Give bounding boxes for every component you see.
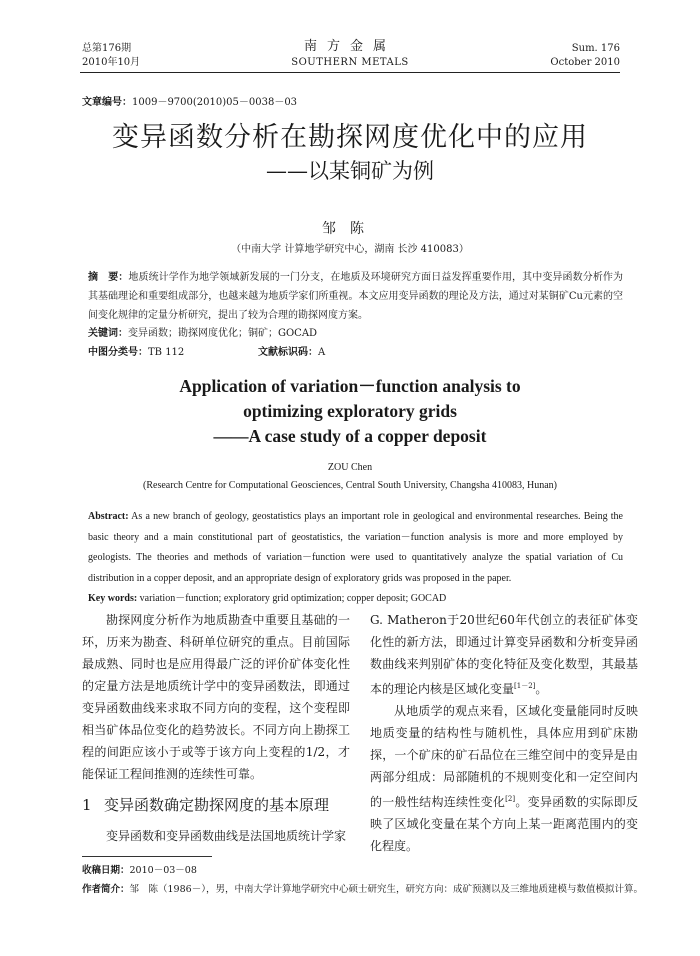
keywords-cn-text: 变异函数；勘探网度优化；铜矿；GOCAD bbox=[128, 328, 318, 339]
journal-name-en: SOUTHERN METALS bbox=[291, 57, 409, 68]
title-en-line3: ——A case study of a copper deposit bbox=[213, 426, 487, 446]
issue-date: 2010年10月 bbox=[82, 57, 141, 68]
author-cn: 邹陈 bbox=[322, 221, 378, 237]
subtitle-cn: ——以某铜矿为例 bbox=[266, 159, 434, 183]
continued-paragraph-text: G. Matheron于20世纪60年代创立的表征矿体变化性的新方法，即通过计算变异函数和分析变异函数曲线来判别矿体的变化特征及变化数型，其最基本的理论内核是区域化变量 bbox=[370, 613, 638, 696]
keywords-cn-label: 关键词： bbox=[88, 328, 128, 339]
journal-name-cn: 南方金属 bbox=[303, 39, 396, 54]
keywords-en bbox=[88, 589, 446, 604]
classification-value: TB 112 bbox=[148, 347, 185, 358]
section-title: 变异函数确定勘探网度的基本原理 bbox=[104, 796, 330, 814]
abstract-en bbox=[88, 507, 623, 589]
body-paragraph bbox=[370, 700, 638, 857]
abstract-en-text: As a new branch of geology, geostatistics plays an important role in geological and environmental researches. Being the basic theory and a main constitutional part of geostatistics, the variation－function analysis is more and more employed by geologists. The theories and methods of variation－function were used to quantitatively analyze the spatial variation of Cu distribution in a copper deposit, and an appropriate design of exploratory grids was proposed in the paper. bbox=[88, 511, 623, 584]
document-code-value: A bbox=[318, 347, 326, 358]
citation-ref: [2] bbox=[505, 795, 516, 803]
title-en-line1: Application of variation－function analysis to bbox=[179, 376, 521, 396]
continued-paragraph-end: 。 bbox=[535, 682, 548, 696]
section-heading bbox=[82, 791, 350, 819]
abstract-cn bbox=[88, 268, 623, 325]
continued-paragraph bbox=[370, 609, 638, 700]
document-code bbox=[258, 343, 325, 358]
keywords-en-label: Key words: bbox=[88, 593, 138, 604]
body-paragraph-end: 。变异函数的实际即反映了区域化变量在某个方向上某一距离范围内的变化程度。 bbox=[370, 795, 638, 853]
affiliation-en: (Research Centre for Computational Geosciences, Central South University, Changsha 410083, Hunan) bbox=[143, 480, 557, 491]
abstract-en-label: Abstract: bbox=[88, 511, 129, 522]
affiliation-cn: （中南大学 计算地学研究中心，湖南 长沙 410083） bbox=[231, 244, 469, 255]
footnote-author bbox=[82, 881, 652, 898]
received-value: 2010－03－08 bbox=[129, 865, 197, 876]
body-column-right bbox=[370, 609, 638, 857]
issue-date-en: October 2010 bbox=[550, 57, 620, 68]
author-bio-label: 作者简介： bbox=[82, 884, 130, 895]
keywords-cn bbox=[88, 324, 317, 339]
classification-label: 中图分类号： bbox=[88, 347, 148, 358]
section-number: 1 bbox=[82, 796, 92, 814]
footnote-received bbox=[82, 862, 652, 879]
citation-ref: [1－2] bbox=[514, 682, 536, 690]
abstract-cn-label: 摘 要： bbox=[88, 272, 129, 283]
section-paragraph: 变异函数和变异函数曲线是法国地质统计学家 bbox=[106, 829, 347, 843]
author-bio-value: 邹 陈（1986－），男，中南大学计算地学研究中心硕士研究生，研究方向：成矿预测以及三维地质建模与数值模拟计算。 bbox=[129, 884, 643, 895]
classification-row bbox=[88, 343, 326, 358]
author-en: ZOU Chen bbox=[327, 462, 373, 473]
journal-name bbox=[250, 38, 450, 70]
received-label: 收稿日期： bbox=[82, 865, 130, 876]
intro-paragraph: 勘探网度分析作为地质勘查中重要且基础的一环，历来为勘查、科研单位研究的重点。目前国际最成熟、同时也是应用得最广泛的评价矿体变化性的定量方法是地质统计学中的变异函数法，即通过变异函数曲线来求取不同方向的变程，这个变程即相当矿体品位变化的趋势波长。不同方向上勘探工程的间距应该小于或等于该方向上变程的1/2，才能保证工程间推测的连续性可靠。 bbox=[82, 613, 350, 781]
article-number-label: 文章编号： bbox=[82, 97, 132, 108]
body-paragraph-text: 从地质学的观点来看，区域化变量能同时反映地质变量的结构性与随机性，具体应用到矿床勘探，一个矿床的矿石品位在三维空间中的变异是由两部分组成：局部随机的不规则变化和一定空间内的一般性结构连续性变化 bbox=[370, 704, 638, 809]
header-rule bbox=[80, 72, 620, 73]
keywords-en-text: variation－function; exploratory grid optimization; copper deposit; GOCAD bbox=[137, 593, 447, 604]
issue-number-en: Sum. 176 bbox=[571, 43, 620, 54]
footnote-rule bbox=[82, 856, 212, 857]
body-column-left bbox=[82, 609, 350, 847]
journal-issue-info bbox=[82, 42, 140, 70]
article-number-value: 1009－9700(2010)05－0038－03 bbox=[132, 97, 298, 108]
title-en-line2: optimizing exploratory grids bbox=[243, 401, 457, 421]
issue-number: 总第176期 bbox=[82, 43, 132, 54]
article-number bbox=[82, 93, 297, 108]
abstract-cn-text: 地质统计学作为地学领域新发展的一门分支，在地质及环境研究方面日益发挥重要作用，其中变异函数分析作为其基础理论和重要组成部分，也越来越为地质学家们所重视。本文应用变异函数的理论及方法，通过对某铜矿Cu元素的空间变化规律的定量分析研究，提出了较为合理的勘探网度方案。 bbox=[88, 272, 624, 321]
title-en bbox=[0, 374, 700, 449]
document-code-label: 文献标识码： bbox=[258, 347, 318, 358]
journal-issue-info-en bbox=[550, 42, 620, 70]
title-cn: 变异函数分析在勘探网度优化中的应用 bbox=[112, 122, 588, 153]
